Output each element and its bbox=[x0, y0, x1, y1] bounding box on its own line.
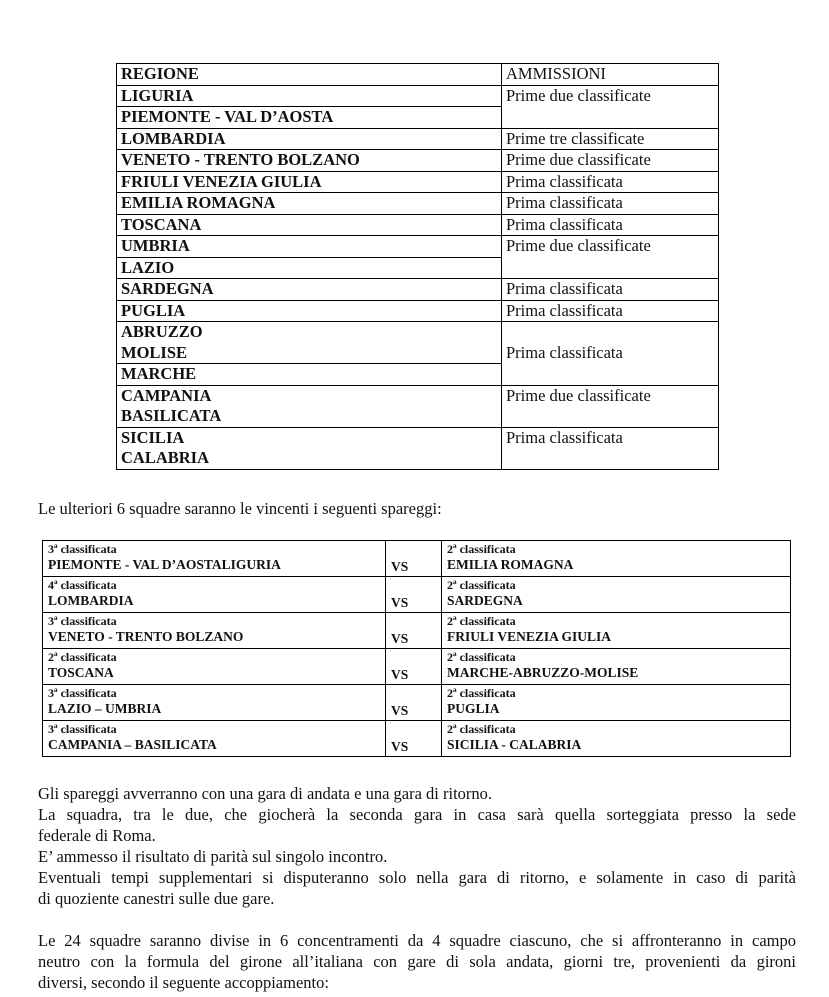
playoff-rules-paragraph bbox=[38, 783, 796, 909]
region-cell: TOSCANA bbox=[117, 214, 502, 236]
playoff-row bbox=[43, 577, 791, 613]
left-position: 3ª classificata bbox=[48, 686, 117, 700]
region-cell: CAMPANIA bbox=[117, 385, 502, 406]
right-team: SARDEGNA bbox=[447, 593, 523, 608]
table-row bbox=[117, 427, 719, 448]
playoff-table bbox=[42, 540, 791, 757]
admission-cell: Prime due classificate bbox=[502, 385, 719, 427]
header-regione: REGIONE bbox=[117, 64, 502, 86]
region-cell: PIEMONTE - VAL D’AOSTA bbox=[117, 107, 502, 129]
vs-label: VS bbox=[391, 559, 409, 574]
left-team-cell bbox=[43, 613, 386, 649]
right-team: MARCHE-ABRUZZO-MOLISE bbox=[447, 665, 639, 680]
right-position: 2ª classificata bbox=[447, 686, 516, 700]
table-row bbox=[117, 193, 719, 215]
groups-paragraph bbox=[38, 930, 796, 993]
right-team: PUGLIA bbox=[447, 701, 500, 716]
playoff-row bbox=[43, 613, 791, 649]
right-team-cell bbox=[442, 541, 791, 577]
paragraph-line: di quoziente canestri sulle due gare. bbox=[38, 889, 275, 908]
admission-cell: Prime due classificate bbox=[502, 85, 719, 128]
vs-cell bbox=[386, 577, 442, 613]
left-team: LOMBARDIA bbox=[48, 593, 134, 608]
table-row bbox=[117, 150, 719, 172]
admission-cell: Prima classificata bbox=[502, 171, 719, 193]
region-cell: UMBRIA bbox=[117, 236, 502, 258]
right-team-cell bbox=[442, 685, 791, 721]
admission-cell: Prima classificata bbox=[502, 279, 719, 301]
table-row bbox=[117, 300, 719, 322]
paragraph-line: federale di Roma. bbox=[38, 826, 156, 845]
left-team: PIEMONTE - VAL D’AOSTALIGURIA bbox=[48, 557, 281, 572]
left-team-cell bbox=[43, 649, 386, 685]
admission-cell: Prime due classificate bbox=[502, 236, 719, 279]
vs-cell bbox=[386, 721, 442, 757]
right-team: SICILIA - CALABRIA bbox=[447, 737, 582, 752]
region-cell: LAZIO bbox=[117, 257, 502, 279]
right-team: EMILIA ROMAGNA bbox=[447, 557, 574, 572]
admissions-table bbox=[116, 63, 719, 470]
left-team-cell bbox=[43, 685, 386, 721]
spareggi-intro: Le ulteriori 6 squadre saranno le vincenti i seguenti spareggi: bbox=[38, 499, 442, 518]
vs-label: VS bbox=[391, 739, 409, 754]
right-position: 2ª classificata bbox=[447, 650, 516, 664]
table-row bbox=[117, 171, 719, 193]
right-position: 2ª classificata bbox=[447, 578, 516, 592]
left-team-cell bbox=[43, 577, 386, 613]
region-cell: EMILIA ROMAGNA bbox=[117, 193, 502, 215]
left-team: LAZIO – UMBRIA bbox=[48, 701, 162, 716]
left-team: TOSCANA bbox=[48, 665, 114, 680]
admission-cell: Prima classificata bbox=[502, 427, 719, 469]
paragraph-line: Eventuali tempi supplementari si disputeranno solo nella gara di ritorno, e solamente in caso di parità bbox=[38, 868, 796, 887]
admission-cell: Prima classificata bbox=[502, 300, 719, 322]
region-cell: SICILIA bbox=[117, 427, 502, 448]
region-cell: ABRUZZO bbox=[117, 322, 502, 343]
right-team-cell bbox=[442, 649, 791, 685]
vs-cell bbox=[386, 541, 442, 577]
playoff-row bbox=[43, 649, 791, 685]
paragraph-line: diversi, secondo il seguente accoppiamento: bbox=[38, 973, 329, 992]
table-row bbox=[117, 236, 719, 258]
table-row bbox=[117, 128, 719, 150]
table-row bbox=[117, 279, 719, 301]
region-cell: MARCHE bbox=[117, 364, 502, 386]
admission-cell: Prima classificata bbox=[502, 214, 719, 236]
admission-cell: Prima classificata bbox=[502, 193, 719, 215]
region-cell: CALABRIA bbox=[117, 448, 502, 469]
right-team-cell bbox=[442, 721, 791, 757]
left-position: 3ª classificata bbox=[48, 722, 117, 736]
left-position: 3ª classificata bbox=[48, 614, 117, 628]
left-team: VENETO - TRENTO BOLZANO bbox=[48, 629, 244, 644]
admission-cell: Prime tre classificate bbox=[502, 128, 719, 150]
paragraph-line: La squadra, tra le due, che giocherà la seconda gara in casa sarà quella sorteggiata presso la sede bbox=[38, 805, 796, 824]
vs-label: VS bbox=[391, 667, 409, 682]
left-team-cell bbox=[43, 721, 386, 757]
right-team-cell bbox=[442, 613, 791, 649]
table-row bbox=[117, 385, 719, 406]
playoff-row bbox=[43, 685, 791, 721]
admission-cell: Prime due classificate bbox=[502, 150, 719, 172]
paragraph-line: neutro con la formula del girone all’italiana con gare di sola andata, giorni tre, provenienti da gironi bbox=[38, 952, 796, 971]
vs-cell bbox=[386, 685, 442, 721]
left-position: 3ª classificata bbox=[48, 542, 117, 556]
left-team-cell bbox=[43, 541, 386, 577]
paragraph-line: E’ ammesso il risultato di parità sul singolo incontro. bbox=[38, 847, 388, 866]
header-ammissioni: AMMISSIONI bbox=[502, 64, 719, 86]
table-row bbox=[117, 214, 719, 236]
admission-cell: Prima classificata bbox=[502, 322, 719, 386]
region-cell: LOMBARDIA bbox=[117, 128, 502, 150]
region-cell: BASILICATA bbox=[117, 406, 502, 427]
right-position: 2ª classificata bbox=[447, 722, 516, 736]
left-position: 4ª classificata bbox=[48, 578, 117, 592]
left-position: 2ª classificata bbox=[48, 650, 117, 664]
table-row bbox=[117, 85, 719, 107]
vs-cell bbox=[386, 613, 442, 649]
admissions-header-row bbox=[117, 64, 719, 86]
vs-label: VS bbox=[391, 703, 409, 718]
playoff-row bbox=[43, 721, 791, 757]
region-cell: LIGURIA bbox=[117, 85, 502, 107]
paragraph-line: Le 24 squadre saranno divise in 6 concentramenti da 4 squadre ciascuno, che si affronteranno in campo bbox=[38, 931, 796, 950]
region-cell: FRIULI VENEZIA GIULIA bbox=[117, 171, 502, 193]
right-team: FRIULI VENEZIA GIULIA bbox=[447, 629, 612, 644]
region-cell: SARDEGNA bbox=[117, 279, 502, 301]
region-cell: VENETO - TRENTO BOLZANO bbox=[117, 150, 502, 172]
playoff-row bbox=[43, 541, 791, 577]
left-team: CAMPANIA – BASILICATA bbox=[48, 737, 217, 752]
region-cell: PUGLIA bbox=[117, 300, 502, 322]
vs-cell bbox=[386, 649, 442, 685]
table-row bbox=[117, 322, 719, 343]
paragraph-line: Gli spareggi avverranno con una gara di andata e una gara di ritorno. bbox=[38, 784, 493, 803]
vs-label: VS bbox=[391, 595, 409, 610]
right-team-cell bbox=[442, 577, 791, 613]
right-position: 2ª classificata bbox=[447, 614, 516, 628]
region-cell: MOLISE bbox=[117, 343, 502, 364]
right-position: 2ª classificata bbox=[447, 542, 516, 556]
vs-label: VS bbox=[391, 631, 409, 646]
